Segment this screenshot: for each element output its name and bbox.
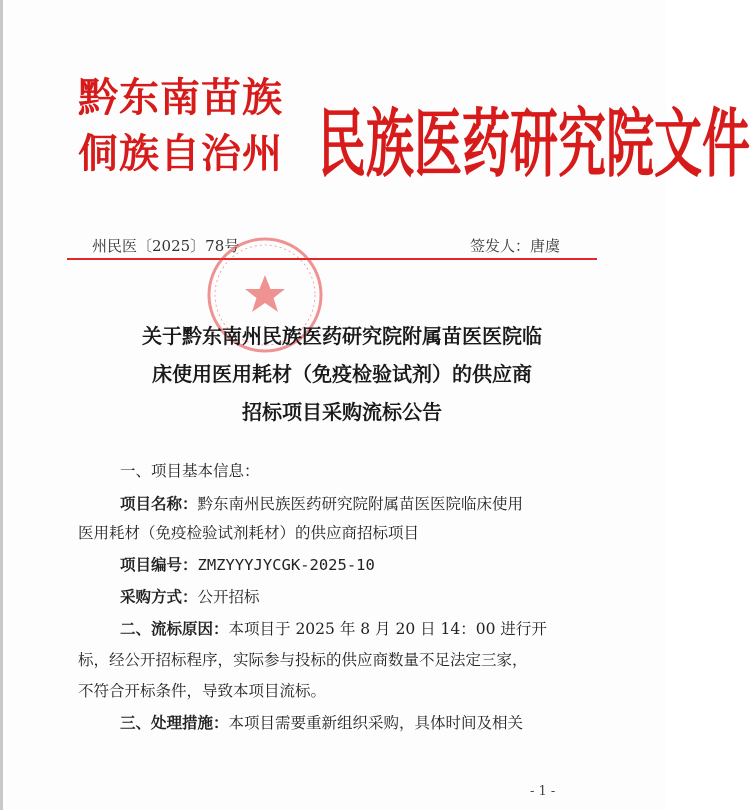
project-code-label: 项目编号： xyxy=(120,556,198,574)
seal-star-icon xyxy=(245,275,285,312)
section2-line3: 不符合开标条件，导致本项目流标。 xyxy=(78,682,327,700)
title-right: 民族医药研究院文件 xyxy=(318,101,750,188)
section1-heading: 一、项目基本信息： xyxy=(120,462,260,480)
section2-row xyxy=(120,617,547,639)
section2-line2: 标，经公开招标程序，实际参与投标的供应商数量不足法定三家， xyxy=(78,651,528,669)
notice-title-line3: 招标项目采购流标公告 xyxy=(242,400,442,424)
project-name-label: 项目名称： xyxy=(120,495,198,513)
project-name-line2: 医用耗材（免疫检验试剂耗材）的供应商招标项目 xyxy=(78,524,420,542)
method-label: 采购方式： xyxy=(120,588,198,606)
project-name-line1: 黔东南州民族医药研究院附属苗医医院临床使用 xyxy=(197,495,524,513)
section3-line1: 本项目需要重新组织采购，具体时间及相关 xyxy=(228,714,524,732)
section2-label: 二、流标原因： xyxy=(120,620,229,638)
project-code-row xyxy=(120,553,375,575)
section2-line1: 本项目于 2025 年 8 月 20 日 14：00 进行开 xyxy=(228,620,547,638)
title-left-line2: 侗族自治州 xyxy=(78,131,283,177)
section3-row xyxy=(120,711,523,733)
signer-label: 签发人： xyxy=(470,237,531,255)
page-edge xyxy=(0,0,3,810)
notice-title-line1: 关于黔东南州民族医药研究院附属苗医医院临 xyxy=(142,324,542,348)
red-divider-line xyxy=(67,258,597,260)
document-number: 州民医〔2025〕78号 xyxy=(92,237,240,255)
project-name-row xyxy=(120,492,523,514)
notice-title-line2: 床使用医用耗材（免疫检验试剂）的供应商 xyxy=(152,362,532,386)
signer xyxy=(470,235,560,256)
title-left-line1: 黔东南苗族 xyxy=(78,75,283,121)
section3-label: 三、处理措施： xyxy=(120,714,229,732)
page-number: - 1 - xyxy=(530,784,556,799)
method-row xyxy=(120,585,260,607)
signer-name: 唐虞 xyxy=(530,237,561,255)
project-code: ZMZYYYJYCGK-2025-10 xyxy=(197,556,375,574)
method-value: 公开招标 xyxy=(197,588,260,606)
